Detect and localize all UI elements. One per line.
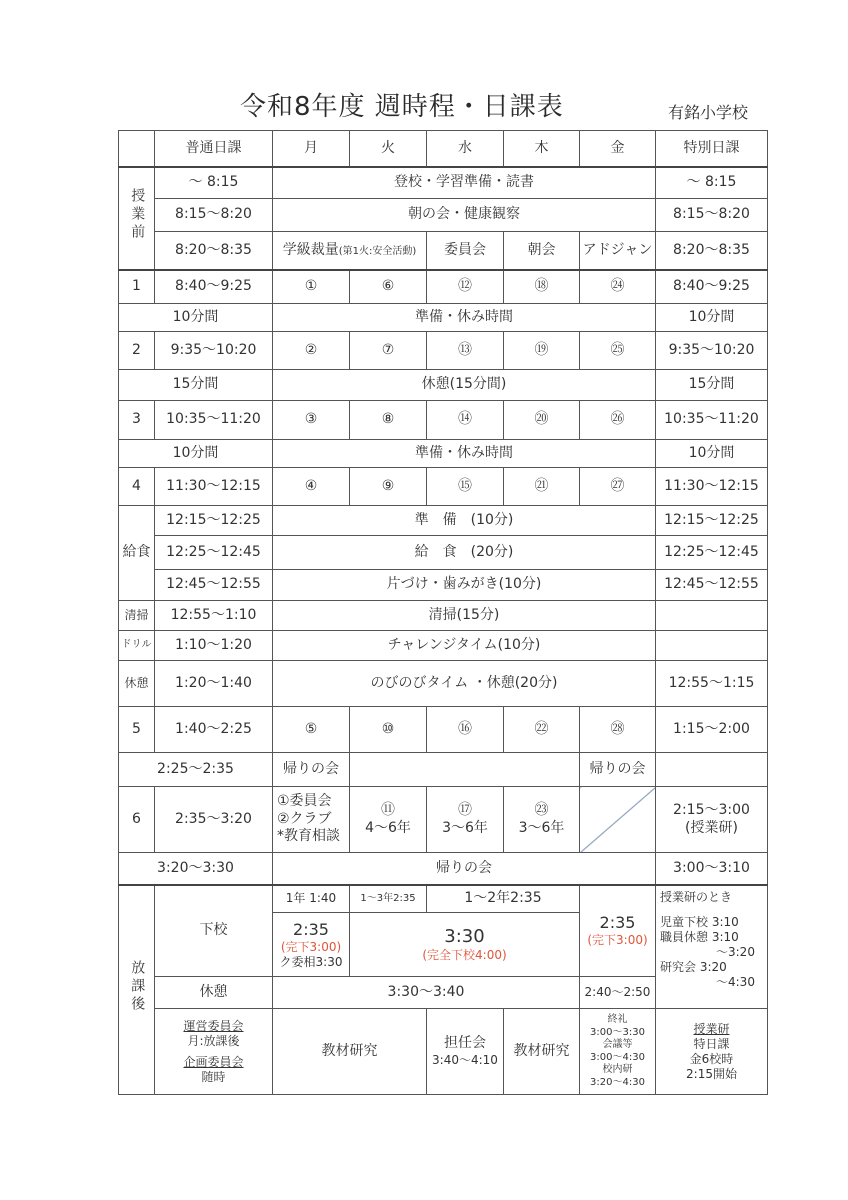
dismissal-label: 下校	[155, 885, 273, 977]
section-after-school: 放課後	[119, 885, 155, 1095]
special-time-cell: 8:15〜8:20	[656, 199, 768, 232]
time-cell: 2:35〜3:20	[155, 787, 273, 853]
fri-meetings: 終礼 3:00〜3:30 会議等 3:00〜4:30 校内研 3:20〜4:30	[580, 1009, 656, 1095]
header-wed: 水	[427, 131, 504, 167]
time-cell: 8:40〜9:25	[155, 270, 273, 304]
special-time-cell: 〜 8:15	[656, 167, 768, 199]
mon-dismissal-top: 1年 1:40	[273, 885, 350, 913]
special-time-cell: 12:15〜12:25	[656, 506, 768, 536]
material-study-1: 教材研究	[273, 1009, 427, 1095]
special-break: 10分間	[656, 304, 768, 332]
lesson-cell: ⑧	[350, 401, 427, 440]
header-thu: 木	[504, 131, 580, 167]
lesson-cell: ㉔	[580, 270, 656, 304]
break-duration: 10分間	[119, 440, 273, 468]
mon-activity: 帰りの会	[273, 753, 350, 787]
lesson-cell: ⑳	[504, 401, 580, 440]
tue-activity: ⑪ 4〜6年	[350, 787, 427, 853]
special-break: 15分間	[656, 370, 768, 401]
break-activity: 準備・休み時間	[273, 304, 656, 332]
lesson-cell: ⑱	[504, 270, 580, 304]
lesson-cell: ⑥	[350, 270, 427, 304]
wed-activity: ⑰ 3〜6年	[427, 787, 504, 853]
activity-cell: 準 備 (10分)	[273, 506, 656, 536]
lesson-cell: ㉗	[580, 468, 656, 506]
activity-cell: 清掃(15分)	[273, 601, 656, 631]
activity-cell: 給 食 (20分)	[273, 536, 656, 570]
special-time-cell: 8:20〜8:35	[656, 232, 768, 270]
section-cleaning: 清掃	[119, 601, 155, 631]
period-number: 1	[119, 270, 155, 304]
lesson-cell: ①	[273, 270, 350, 304]
header-normal: 普通日課	[155, 131, 273, 167]
activity-cell: のびのびタイム ・休憩(20分)	[273, 661, 656, 707]
break-duration: 10分間	[119, 304, 273, 332]
school-name: 有銘小学校	[668, 103, 749, 122]
time-cell: 8:20〜8:35	[155, 232, 273, 270]
tue-dismissal-top: 1〜3年2:35	[350, 885, 427, 913]
activity-cell: チャレンジタイム(10分)	[273, 631, 656, 661]
lesson-cell: ㉖	[580, 401, 656, 440]
material-study-2: 教材研究	[504, 1009, 580, 1095]
section-lunch: 給食	[119, 506, 155, 601]
activity-cell: 片づけ・歯みがき(10分)	[273, 570, 656, 601]
lesson-cell: ⑬	[427, 332, 504, 370]
special-time-cell: 3:00〜3:10	[656, 853, 768, 885]
break-activity: 休憩(15分間)	[273, 370, 656, 401]
time-cell: 3:20〜3:30	[119, 853, 273, 885]
special-time-cell: 1:15〜2:00	[656, 707, 768, 753]
lesson-cell: ㉑	[504, 468, 580, 506]
lesson-cell: ⑦	[350, 332, 427, 370]
lesson-cell: ⑤	[273, 707, 350, 753]
header-mon: 月	[273, 131, 350, 167]
fri-activity: 帰りの会	[580, 753, 656, 787]
time-cell: 9:35〜10:20	[155, 332, 273, 370]
mid-dismissal: 3:30 (完全下校4:00)	[350, 913, 580, 977]
break-activity: 準備・休み時間	[273, 440, 656, 468]
lesson-cell: ⑭	[427, 401, 504, 440]
special-research-lesson: 授業研 特日課 金6校時 2:15開始	[656, 1009, 768, 1095]
page-title: 令和8年度 週時程・日課表	[240, 92, 564, 122]
special-break: 10分間	[656, 440, 768, 468]
fri-dismissal: 2:35 (完下3:00)	[580, 885, 656, 977]
section-before-class: 授業前	[119, 167, 155, 270]
lesson-cell: ⑲	[504, 332, 580, 370]
lesson-cell: ㉘	[580, 707, 656, 753]
special-empty	[656, 631, 768, 661]
time-cell: 12:25〜12:45	[155, 536, 273, 570]
period-number: 4	[119, 468, 155, 506]
time-cell: 1:10〜1:20	[155, 631, 273, 661]
special-time-cell: 12:45〜12:55	[656, 570, 768, 601]
time-cell: 8:15〜8:20	[155, 199, 273, 232]
rest-time: 3:30〜3:40	[273, 977, 580, 1009]
homeroom-meeting: 担任会 3:40〜4:10	[427, 1009, 504, 1095]
break-duration: 15分間	[119, 370, 273, 401]
activity-cell: 登校・学習準備・読書	[273, 167, 656, 199]
header-tue: 火	[350, 131, 427, 167]
mon-activity: ①委員会 ②クラブ *教育相談	[273, 787, 350, 853]
time-cell: 1:40〜2:25	[155, 707, 273, 753]
lesson-cell: ④	[273, 468, 350, 506]
empty-cell	[350, 753, 580, 787]
activity-cell: 朝の会・健康観察	[273, 199, 656, 232]
period-number: 2	[119, 332, 155, 370]
fri-rest-time: 2:40〜2:50	[580, 977, 656, 1009]
lesson-cell: ⑨	[350, 468, 427, 506]
special-time-cell: 12:55〜1:15	[656, 661, 768, 707]
corner-cell	[119, 131, 155, 167]
special-empty	[656, 753, 768, 787]
section-rest: 休憩	[119, 661, 155, 707]
special-time-cell: 2:15〜3:00 (授業研)	[656, 787, 768, 853]
lesson-cell: ②	[273, 332, 350, 370]
special-time-cell: 11:30〜12:15	[656, 468, 768, 506]
lesson-cell: ③	[273, 401, 350, 440]
lesson-cell: ⑩	[350, 707, 427, 753]
fri-crossed-out	[580, 787, 656, 853]
special-time-cell: 9:35〜10:20	[656, 332, 768, 370]
lesson-cell: ⑫	[427, 270, 504, 304]
period-number: 5	[119, 707, 155, 753]
period-number: 3	[119, 401, 155, 440]
header-fri: 金	[580, 131, 656, 167]
time-cell: 11:30〜12:15	[155, 468, 273, 506]
thu-activity: 朝会	[504, 232, 580, 270]
section-drill: ドリル	[119, 631, 155, 661]
time-cell: 〜 8:15	[155, 167, 273, 199]
time-cell: 2:25〜2:35	[119, 753, 273, 787]
fri-activity: アドジャン	[580, 232, 656, 270]
time-cell: 1:20〜1:40	[155, 661, 273, 707]
special-time-cell: 8:40〜9:25	[656, 270, 768, 304]
special-empty	[656, 601, 768, 631]
time-cell: 12:45〜12:55	[155, 570, 273, 601]
thu-activity: ㉓ 3〜6年	[504, 787, 580, 853]
rest-label: 休憩	[155, 977, 273, 1009]
lesson-cell: ⑯	[427, 707, 504, 753]
activity-cell: 帰りの会	[273, 853, 656, 885]
lesson-cell: ㉕	[580, 332, 656, 370]
time-cell: 12:55〜1:10	[155, 601, 273, 631]
lesson-cell: ㉒	[504, 707, 580, 753]
period-number: 6	[119, 787, 155, 853]
special-research-day: 授業研のとき 児童下校 3:10 職員休憩 3:10 〜3:20 研究会 3:20 〜4:30	[656, 885, 768, 1009]
mon-tue-activity: 学級裁量(第1火:安全活動)	[273, 232, 427, 270]
header-special: 特別日課	[656, 131, 768, 167]
special-time-cell: 12:25〜12:45	[656, 536, 768, 570]
lesson-cell: ⑮	[427, 468, 504, 506]
wed-activity: 委員会	[427, 232, 504, 270]
schedule-table	[118, 130, 768, 1095]
wed-thu-dismissal-top: 1〜2年2:35	[427, 885, 580, 913]
time-cell: 10:35〜11:20	[155, 401, 273, 440]
special-time-cell: 10:35〜11:20	[656, 401, 768, 440]
time-cell: 12:15〜12:25	[155, 506, 273, 536]
committee-cell: 運営委員会 月:放課後 企画委員会 随時	[155, 1009, 273, 1095]
mon-dismissal: 2:35 (完下3:00) ク委相3:30	[273, 913, 350, 977]
